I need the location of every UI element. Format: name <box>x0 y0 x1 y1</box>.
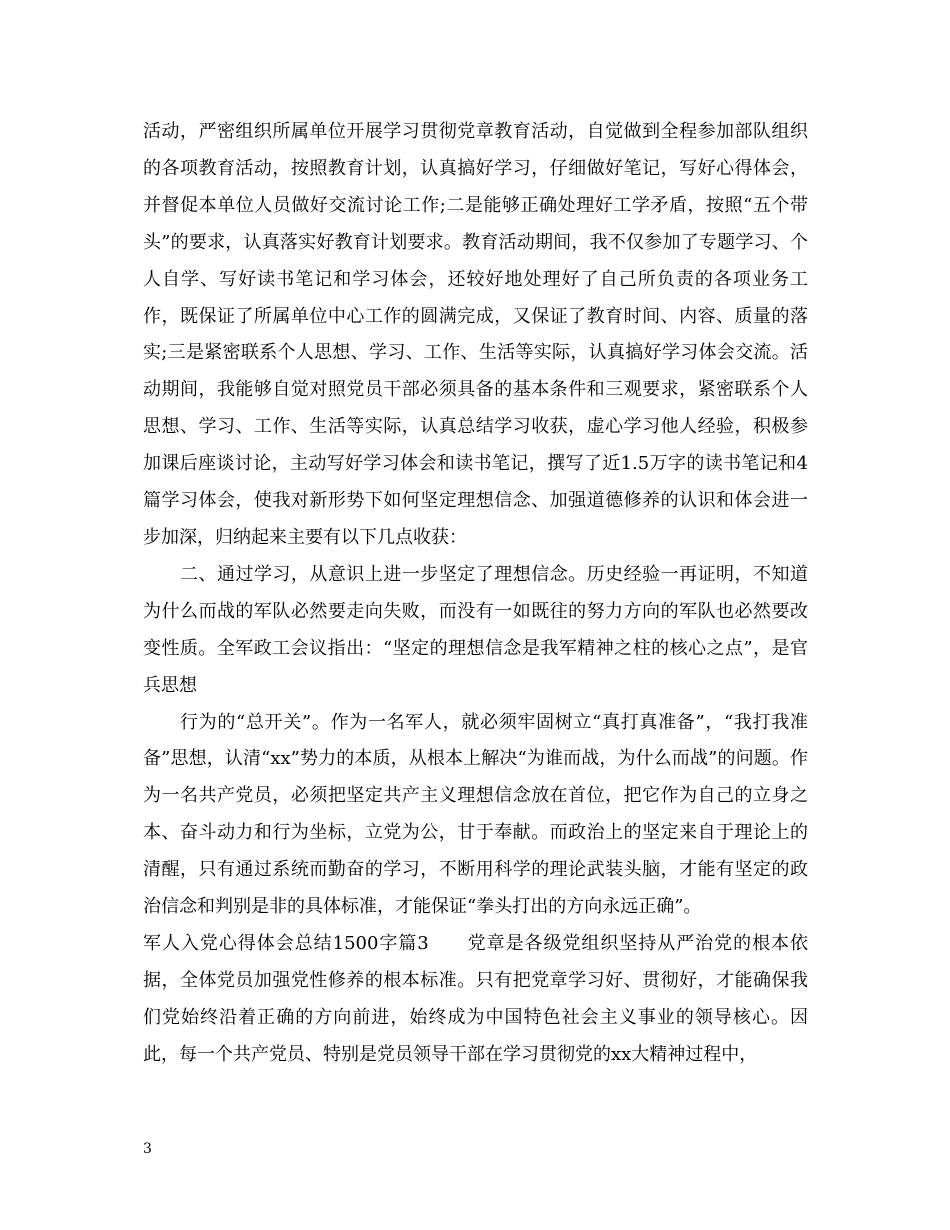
document-body <box>143 114 808 1074</box>
paragraph-1: 活动，严密组织所属单位开展学习贯彻党章教育活动，自觉做到全程参加部队组织的各项教育活动，按照教育计划，认真搞好学习，仔细做好笔记，写好心得体会，并督促本单位人员做好交流讨论工作;二是能够正确处理好工学矛盾，按照“五个带头”的要求，认真落实好教育计划要求。教育活动期间，我不仅参加了专题学习、个人自学、写好读书笔记和学习体会，还较好地处理好了自己所负责的各项业务工作，既保证了所属单位中心工作的圆满完成，又保证了教育时间、内容、质量的落实;三是紧密联系个人思想、学习、工作、生活等实际，认真搞好学习体会交流。活动期间，我能够自觉对照党员干部必须具备的基本条件和三观要求，紧密联系个人思想、学习、工作、生活等实际，认真总结学习收获，虚心学习他人经验，积极参加课后座谈讨论，主动写好学习体会和读书笔记，撰写了近1.5万字的读书笔记和4篇学习体会，使我对新形势下如何坚定理想信念、加强道德修养的认识和体会进一步加深，归纳起来主要有以下几点收获： <box>143 121 808 548</box>
paragraph-4: 军人入党心得体会总结1500字篇3 党章是各级党组织坚持从严治党的根本依据，全体党员加强党性修养的根本标准。只有把党章学习好、贯彻好，才能确保我们党始终沿着正确的方向前进，始终成为中国特色社会主义事业的领导核心。因此，每一个共产党员、特别是党员领导干部在学习贯彻党的xx大精神过程中， <box>143 932 808 1065</box>
paragraph-3: 行为的“总开关”。作为一名军人，就必须牢固树立“真打真准备”，“我打我准备”思想，认清“xx”势力的本质，从根本上解决“为谁而战，为什么而战”的问题。作为一名共产党员，必须把坚定共产主义理想信念放在首位，把它作为自己的立身之本、奋斗动力和行为坐标，立党为公，甘于奉献。而政治上的坚定来自于理论上的清醒，只有通过系统而勤奋的学习，不断用科学的理论武装头脑，才能有坚定的政治信念和判别是非的具体标准，才能保证“拳头打出的方向永远正确”。 <box>143 711 808 918</box>
page-number: 3 <box>143 1141 152 1157</box>
paragraph-2: 二、通过学习，从意识上进一步坚定了理想信念。历史经验一再证明，不知道为什么而战的军队必然要走向失败，而没有一如既往的努力方向的军队也必然要改变性质。全军政工会议指出：“坚定的理想信念是我军精神之柱的核心之点”，是官兵思想 <box>143 563 808 696</box>
